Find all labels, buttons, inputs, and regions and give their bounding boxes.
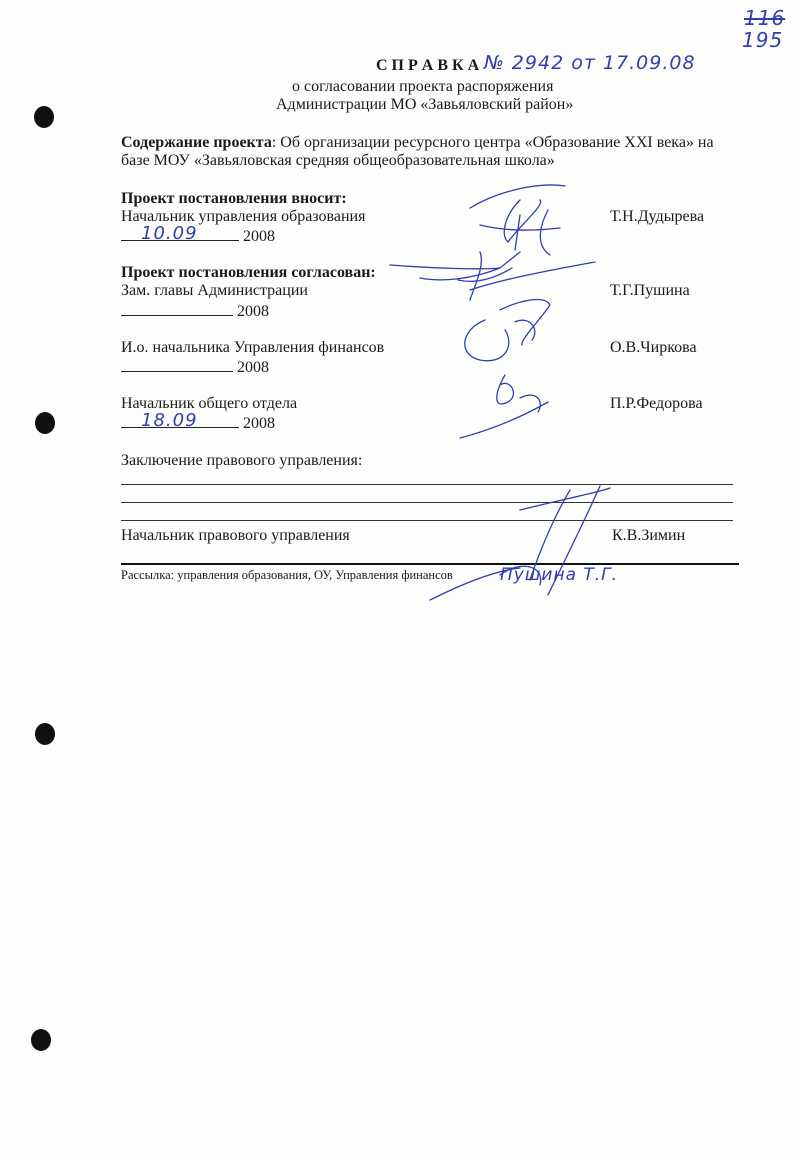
signer-2-position: И.о. начальника Управления финансов [121, 339, 385, 356]
conclusion-line-2 [121, 502, 733, 503]
date-line [121, 223, 239, 244]
distribution-list: Рассылка: управления образования, ОУ, Управления финансов [121, 568, 453, 582]
signer-1-name: Т.Г.Пушина [610, 282, 690, 299]
signer-1-position: Зам. главы Администрации [121, 282, 308, 299]
punch-hole-1 [34, 106, 54, 128]
submitted-date [121, 225, 275, 246]
project-content-text-2: базе МОУ «Завьяловская средняя общеобразовательная школа» [121, 152, 555, 169]
project-content-text-1: : Об организации ресурсного центра «Образование XXI века» на [271, 134, 714, 151]
signer-2-year: 2008 [237, 359, 269, 376]
agreed-heading: Проект постановления согласован: [121, 264, 376, 281]
signature-dudyreva [470, 185, 565, 255]
signer-3-name: П.Р.Федорова [610, 395, 703, 412]
corner-mark-top: 116 [744, 6, 786, 30]
signer-1-date [121, 300, 269, 321]
legal-head-name: К.В.Зимин [612, 527, 686, 544]
signer-2-date [121, 356, 269, 377]
punch-hole-3 [35, 723, 55, 745]
punch-hole-2 [35, 412, 55, 434]
signer-3-date-handwritten: 18.09 [141, 410, 198, 431]
signature-fedorova [460, 375, 548, 438]
submitted-heading: Проект постановления вносит: [121, 190, 347, 207]
document-title: С П Р А В К А [376, 57, 480, 74]
signer-3-position: Начальник общего отдела [121, 395, 298, 412]
signer-3-date [121, 412, 275, 433]
punch-hole-4 [31, 1029, 51, 1051]
project-content-label: Содержание проекта [121, 134, 272, 151]
footer-rule [121, 563, 739, 565]
legal-head-position: Начальник правового управления [121, 527, 350, 544]
signature-chirkova [465, 300, 550, 361]
handwritten-number: № 2942 от 17.09.08 [484, 52, 696, 74]
signature-pushina [390, 252, 595, 300]
project-content [121, 133, 714, 152]
corner-mark-bottom: 195 [742, 28, 784, 52]
distribution-handwritten-note: Пушина Т.Г. [500, 565, 619, 585]
submitted-name: Т.Н.Дудырева [610, 208, 705, 225]
signer-3-year: 2008 [243, 415, 275, 432]
subtitle-line-2: Администрации МО «Завьяловский район» [276, 96, 574, 113]
subtitle-line-1: о согласовании проекта распоряжения [292, 78, 554, 95]
signer-1-year: 2008 [237, 303, 269, 320]
date-line [121, 300, 233, 316]
submitted-position: Начальник управления образования [121, 208, 366, 225]
conclusion-line-3 [121, 520, 733, 521]
legal-conclusion-label: Заключение правового управления: [121, 452, 363, 469]
date-line [121, 410, 239, 431]
conclusion-line-1 [121, 484, 733, 485]
signer-2-name: О.В.Чиркова [610, 339, 697, 356]
submitted-year: 2008 [243, 228, 275, 245]
submitted-date-handwritten: 10.09 [141, 223, 198, 244]
date-line [121, 356, 233, 372]
